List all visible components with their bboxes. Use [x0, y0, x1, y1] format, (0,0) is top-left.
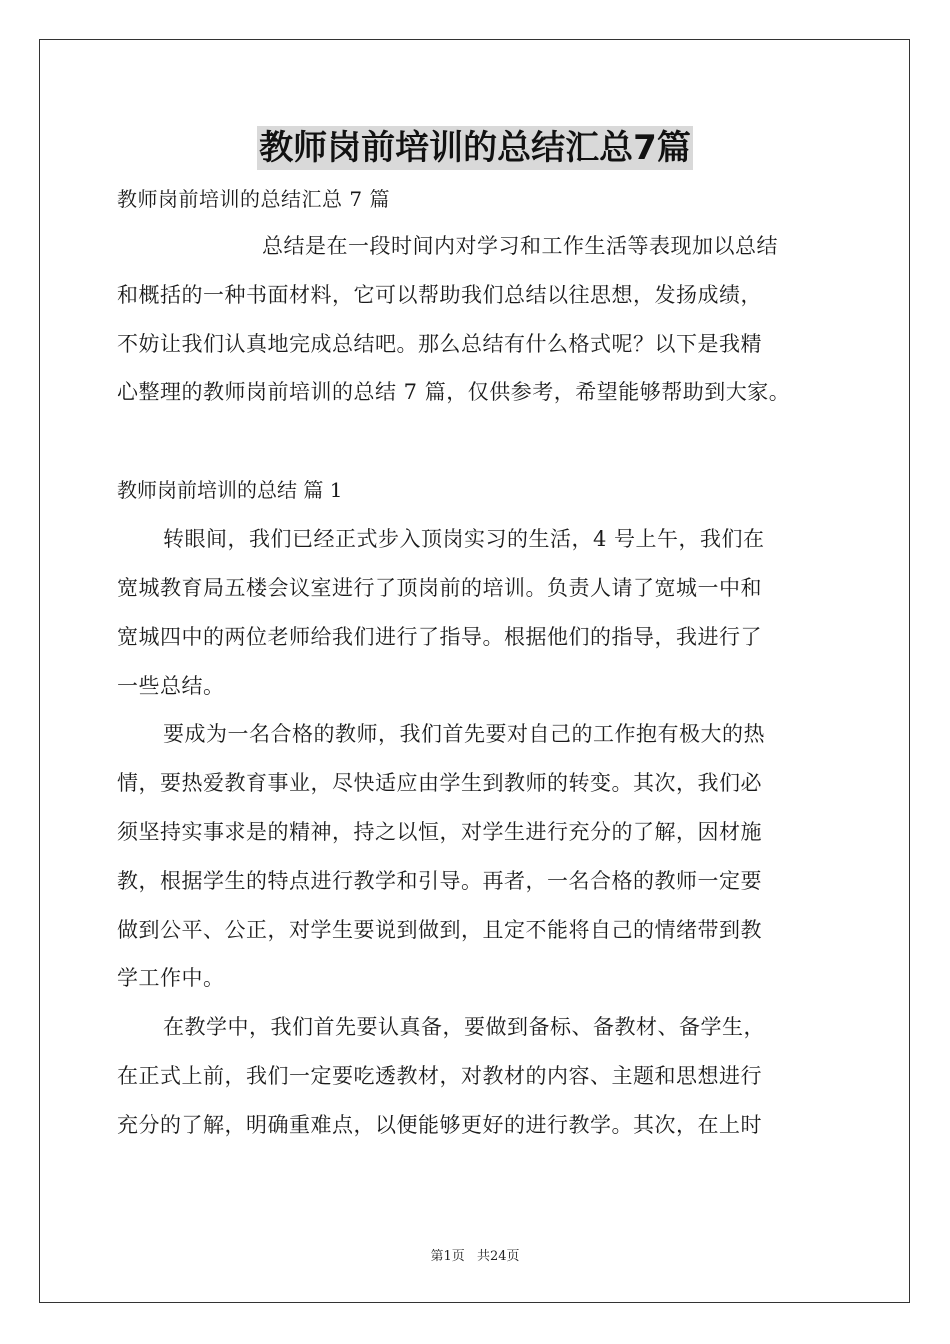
intro-line: 和概括的一种书面材料，它可以帮助我们总结以往思想，发扬成绩， [117, 282, 762, 307]
paragraph-line: 做到公平、公正，对学生要说到做到，且定不能将自己的情绪带到教 [117, 917, 762, 942]
intro-paragraph [117, 222, 847, 417]
paragraph-line: 在正式上前，我们一定要吃透教材，对教材的内容、主题和思想进行 [117, 1063, 762, 1088]
paragraph-line: 教，根据学生的特点进行教学和引导。再者，一名合格的教师一定要 [117, 868, 762, 893]
paragraph-line: 宽城教育局五楼会议室进行了顶岗前的培训。负责人请了宽城一中和 [117, 575, 762, 600]
paragraph-line: 须坚持实事求是的精神，持之以恒，对学生进行充分的了解，因材施 [117, 819, 762, 844]
title-area [0, 126, 950, 170]
paragraph-line: 一些总结。 [117, 673, 225, 698]
paragraph-line: 要成为一名合格的教师，我们首先要对自己的工作抱有极大的热 [163, 722, 765, 747]
paragraph-line: 学工作中。 [117, 966, 225, 991]
document-body [117, 176, 847, 1150]
document-subtitle: 教师岗前培训的总结汇总 7 篇 [117, 187, 390, 211]
paragraph-spacer [117, 417, 847, 465]
intro-line: 总结是在一段时间内对学习和工作生活等表现加以总结 [262, 234, 778, 258]
intro-line: 不妨让我们认真地完成总结吧。那么总结有什么格式呢？以下是我精 [117, 331, 762, 356]
paragraph-line: 充分的了解，明确重难点，以便能够更好的进行教学。其次，在上时 [117, 1112, 762, 1137]
body-paragraph-1 [117, 515, 847, 710]
body-paragraph-2 [117, 710, 847, 1003]
paragraph-line: 情，要热爱教育事业，尽快适应由学生到教师的转变。其次，我们必 [117, 771, 762, 796]
paragraph-line: 转眼间，我们已经正式步入顶岗实习的生活，4 号上午，我们在 [163, 527, 765, 552]
document-title: 教师岗前培训的总结汇总7篇 [259, 128, 691, 168]
page-footer [0, 1245, 950, 1264]
paragraph-line: 在教学中，我们首先要认真备，要做到备标、备教材、备学生， [163, 1015, 765, 1040]
page-total: 共24页 [476, 1249, 520, 1264]
paragraph-line: 宽城四中的两位老师给我们进行了指导。根据他们的指导，我进行了 [117, 624, 762, 649]
section-heading: 教师岗前培训的总结 篇 1 [117, 478, 343, 503]
intro-line: 心整理的教师岗前培训的总结 7 篇，仅供参考，希望能够帮助到大家。 [117, 380, 791, 405]
body-paragraph-3 [117, 1003, 847, 1149]
page-number: 第1页 [430, 1249, 465, 1264]
